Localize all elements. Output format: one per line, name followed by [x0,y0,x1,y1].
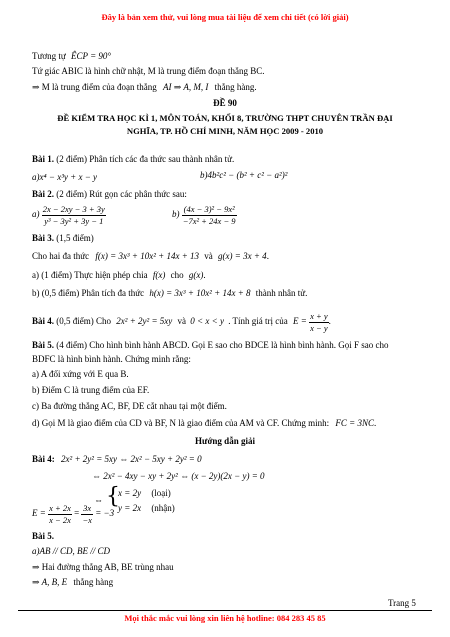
line-m-prefix: ⇒ M là trung điểm của đoạn thẳng [32,82,157,92]
bai3-b-prefix: b) (0,5 điểm) Phân tích đa thức [32,288,145,298]
bai1-a: a)x⁴ − x³y + x − y [32,172,98,182]
bai2-a [32,204,106,226]
line-ecp-math: ÊCP = 90° [71,51,112,61]
bai2-b-denominator: −7x² + 24x − 9 [182,215,236,226]
bai5-line2: BDFC là hình bình hành. Chứng minh rằng: [32,354,191,364]
sol5-a3-suffix: thẳng hàng [73,577,114,587]
bai2-a-denominator: y³ − 3y² + 3y − 1 [44,215,104,226]
line-abic: Tứ giác ABIC là hình chữ nhật, M là trung điểm đoạn thẳng BC. [32,66,265,76]
sol5-a2: ⇒ Hai đường thẳng AB, BE trùng nhau [32,562,174,572]
exam-title-line-1: ĐỀ KIỂM TRA HỌC KÌ 1, MÔN TOÁN, KHỐI 8, TRƯỜNG THPT CHUYÊN TRẦN ĐẠI [57,113,393,123]
line-ecp [32,51,111,62]
bai3-g: g(x) = 3x + 4 [218,251,267,261]
bai5-c: c) Ba đường thẳng AC, BF, DE cắt nhau tại một điểm. [32,401,227,411]
sol4-result: = −3 [95,508,115,519]
sol4-E-label: E = [32,508,46,519]
bai4: Bài 4. (0,5 điểm) Cho 2x² + 2y² = 5xy và 0 < x < y . Tính giá trị của E = $\frac{x + y}{x - y}$ . [32,311,331,333]
bai3-and: và [204,251,213,261]
bai2-a-prefix: a) [32,209,40,220]
bai2-a-fraction [42,204,106,226]
sol5-a3 [32,577,113,588]
bai3-a-for: cho [170,270,184,280]
sol5-label: Bài 5. [32,531,55,541]
line-m [32,82,257,93]
bai5-line1 [32,340,389,351]
exam-number: ĐỀ 90 [213,98,237,108]
bai4-text2: . Tính giá trị của [228,316,288,327]
bai4-equation: 2x² + 2y² = 5xy [116,316,173,327]
bai4-E-fraction [309,311,329,333]
sol5-a: a)AB // CD, BE // CD [32,546,110,556]
sol4-E-fraction-2 [81,503,93,525]
sol4-line2: ⇔ 2x² − 4xy − xy + 2y² ⇔ (x − 2y)(2x − y) = 0 [92,471,265,481]
bai2-label: Bài 2. [32,189,55,199]
line-m-suffix: thẳng hàng. [214,82,257,92]
sol4-E [32,503,114,525]
bai3-b-suffix: thành nhân tử. [255,288,308,298]
bai1-heading [32,154,234,165]
bai2-b-numerator: (4x − 3)² − 9x² [183,204,235,214]
bai3-label: Bài 3. [32,233,55,243]
sol4-equals: = [74,508,80,519]
bai2-b [172,204,237,226]
bai4-E-numerator: x + y [310,311,328,321]
bai2-heading [32,189,187,200]
bai5-a: a) A đối xứng với E qua B. [32,369,129,379]
page-number: Trang 5 [388,598,416,608]
bai5-line1-text: (4 điểm) Cho hình bình hành ABCD. Gọi E sao cho BDCE là hình bình hành. Gọi F sao cho [56,340,389,350]
bottom-banner: Mọi thắc mắc vui lòng xin liên hệ hotline: 084 283 45 85 [124,613,326,623]
bai3-a-prefix: a) (1 điểm) Thực hiện phép chia [32,270,148,280]
bai4-inequality: 0 < x < y [190,316,224,327]
bai1-text: (2 điểm) Phân tích các đa thức sau thành nhân tử. [56,154,235,164]
line-m-math: AI ⇒ A, M, I [163,82,209,92]
sol4-E-numerator-1: x + 2x [49,503,71,513]
bai3-b-h: h(x) = 3x³ + 10x² + 14x + 8 [149,288,251,298]
bai2-b-prefix: b) [172,209,180,220]
sol4-case1-math: x = 2y [118,488,142,498]
bai4-and: và [177,316,187,327]
sol4-arrow: ⇔ [94,495,103,505]
bai4-E-denominator: x − y [310,322,328,333]
bai5-d-math: FC = 3NC [335,418,374,428]
bai4-text: (0,5 điểm) Cho [56,316,112,327]
sol4-case2 [118,503,175,514]
bai1-label: Bài 1. [32,154,55,164]
bai5-d-text: d) Gọi M là giao điểm của CD và BF, N là giao điểm của AM và CF. Chứng minh: [32,418,330,428]
bai5-label: Bài 5. [32,340,55,350]
sol4-line1-math: 2x² + 2y² = 5xy ⇔ 2x² − 5xy + 2y² = 0 [61,454,202,464]
sol4-E-denominator-1: x − 2x [49,514,71,525]
sol4-brace: { [106,484,120,509]
sol4-line1 [32,454,202,465]
footer-divider [18,610,432,611]
bai4-label: Bài 4. [32,316,55,327]
bai5-b: b) Điểm C là trung điểm của EF. [32,385,150,395]
bai3-line1-prefix: Cho hai đa thức [32,251,90,261]
bai3-f: f(x) = 3x³ + 10x² + 14x + 13 [95,251,200,261]
sol4-E-fraction-1 [48,503,72,525]
sol5-a3-math: ⇒ A, B, E [32,577,68,587]
bai5-d: d) Gọi M là giao điểm của CD và BF, N là giao điểm của AM và CF. Chứng minh: FC = 3NC. [32,418,377,428]
bai3-b [32,288,307,299]
bai2-a-numerator: 2x − 2xy − 3 + 3y [42,204,105,214]
bai1-b: b)4b²c² − (b² + c² − a²)² [200,170,288,180]
bai3-a: a) (1 điểm) Thực hiện phép chia f(x) cho g(x). [32,270,206,280]
bai2-b-fraction [182,204,237,226]
sol4-case1 [118,488,171,499]
line-ecp-text: Tương tự [32,51,66,61]
solution-heading: Hướng dẫn giải [195,436,255,446]
sol4-case2-note: (nhận) [151,503,175,513]
sol4-E-numerator-2: 3x [83,503,92,513]
exam-title-line-2: NGHĨA, TP. HỒ CHÍ MINH, NĂM HỌC 2009 - 2010 [126,126,324,136]
sol4-case1-note: (loại) [151,488,171,498]
top-banner: Đây là bản xem thử, vui lòng mua tài liệu để xem chi tiết (có lời giải) [101,12,349,22]
sol4-E-denominator-2: −x [82,514,92,525]
sol4-label: Bài 4: [32,454,55,464]
sol4-case2-math: y = 2x [118,503,142,513]
bai3-text: (1,5 điểm) [56,233,94,243]
bai3-heading [32,233,94,244]
bai3-a-f: f(x) [152,270,166,280]
bai3-line1: Cho hai đa thức f(x) = 3x³ + 10x² + 14x + 13 và g(x) = 3x + 4. [32,251,269,261]
bai3-a-g: g(x) [188,270,204,280]
bai4-E: E = [293,316,307,327]
bai2-text: (2 điểm) Rút gọn các phân thức sau: [56,189,187,199]
